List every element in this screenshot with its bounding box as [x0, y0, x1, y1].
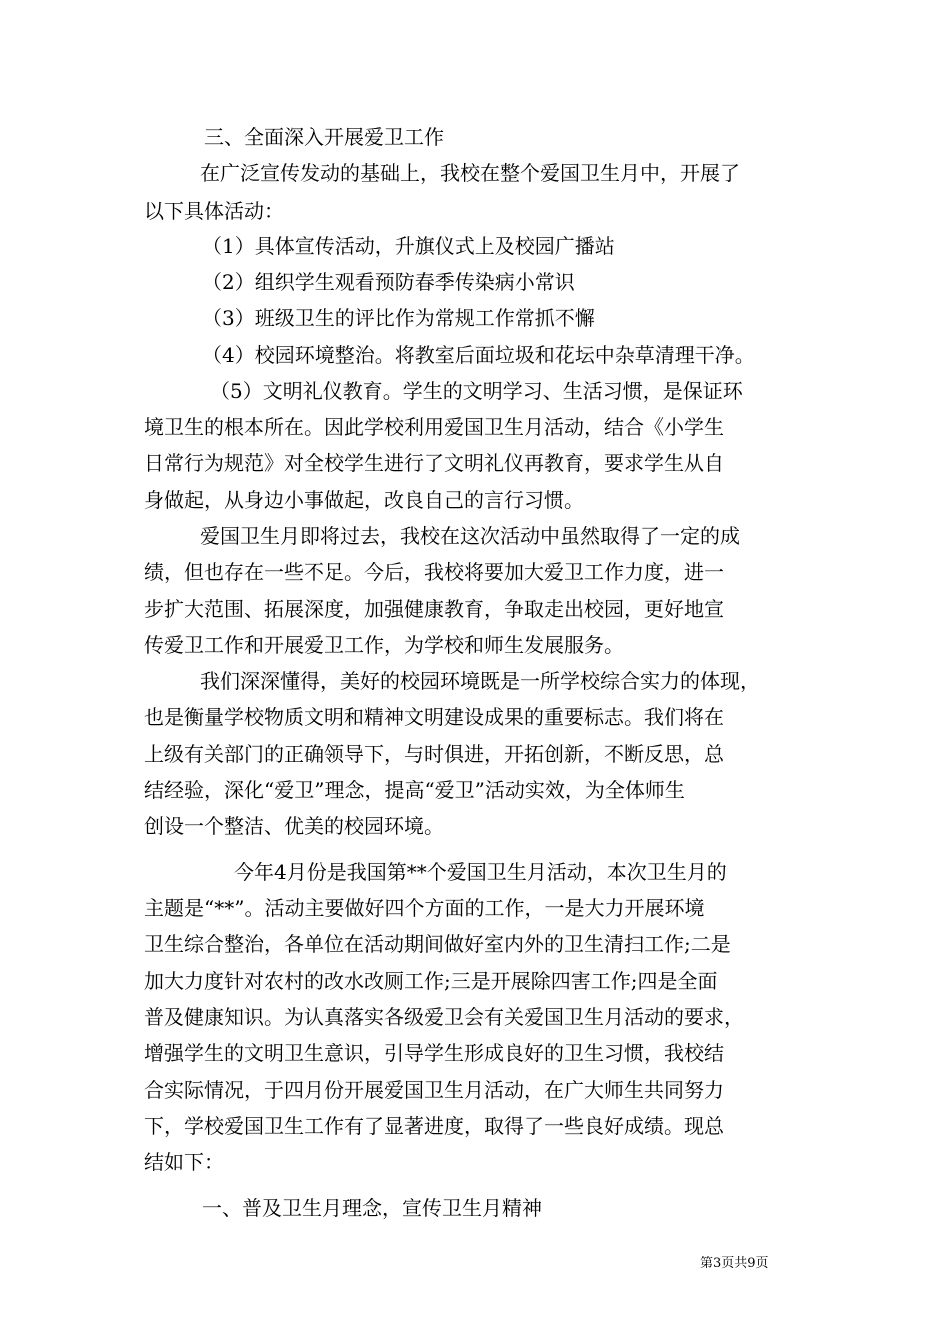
paragraph-line: 今年4月份是我国第**个爱国卫生月活动，本次卫生月的 [234, 860, 727, 884]
paragraph-line: 传爱卫工作和开展爱卫工作，为学校和师生发展服务。 [144, 633, 624, 657]
paragraph-line: 境卫生的根本所在。因此学校利用爱国卫生月活动，结合《小学生 [144, 415, 724, 439]
paragraph-line: 日常行为规范》对全校学生进行了文明礼仪再教育，要求学生从自 [144, 451, 724, 475]
paragraph-line: 结如下： [144, 1150, 224, 1174]
paragraph-line: 普及健康知识。为认真落实各级爱卫会有关爱国卫生月活动的要求， [144, 1005, 744, 1029]
paragraph-line: 下，学校爱国卫生工作有了显著进度，取得了一些良好成绩。现总 [144, 1114, 724, 1138]
paragraph-line: 也是衡量学校物质文明和精神文明建设成果的重要标志。我们将在 [144, 705, 724, 729]
list-item: （5）文明礼仪教育。学生的文明学习、生活习惯，是保证环 [210, 379, 743, 403]
paragraph-line: 我们深深懂得，美好的校园环境既是一所学校综合实力的体现， [200, 669, 760, 693]
paragraph-line: 上级有关部门的正确领导下，与时俱进，开拓创新，不断反思，总 [144, 742, 724, 766]
section-heading-1: 一、普及卫生月理念，宣传卫生月精神 [202, 1196, 542, 1220]
paragraph-line: 在广泛宣传发动的基础上，我校在整个爱国卫生月中，开展了 [200, 161, 740, 185]
paragraph-line: 以下具体活动： [144, 199, 284, 223]
paragraph-line: 绩，但也存在一些不足。今后，我校将要加大爱卫工作力度，进一 [144, 560, 724, 584]
list-item: （1）具体宣传活动，升旗仪式上及校园广播站 [202, 234, 615, 258]
list-item: （4）校园环境整治。将教室后面垃圾和花坛中杂草清理干净。 [202, 343, 755, 367]
paragraph-line: 步扩大范围、拓展深度，加强健康教育，争取走出校园，更好地宣 [144, 597, 724, 621]
paragraph-line: 加大力度针对农村的改水改厕工作;三是开展除四害工作;四是全面 [144, 969, 718, 993]
list-item: （3）班级卫生的评比作为常规工作常抓不懈 [202, 306, 595, 330]
section-heading-3: 三、全面深入开展爱卫工作 [204, 125, 444, 149]
paragraph-line: 主题是“**”。活动主要做好四个方面的工作，一是大力开展环境 [144, 896, 705, 920]
paragraph-line: 爱国卫生月即将过去，我校在这次活动中虽然取得了一定的成 [200, 524, 740, 548]
page-number: 第3页共9页 [700, 1256, 769, 1271]
paragraph-line: 结经验，深化“爱卫”理念，提高“爱卫”活动实效，为全体师生 [144, 778, 685, 802]
paragraph-line: 合实际情况，于四月份开展爱国卫生月活动，在广大师生共同努力 [144, 1078, 724, 1102]
paragraph-line: 增强学生的文明卫生意识，引导学生形成良好的卫生习惯，我校结 [144, 1041, 724, 1065]
paragraph-line: 卫生综合整治，各单位在活动期间做好室内外的卫生清扫工作;二是 [144, 932, 731, 956]
paragraph-line: 身做起，从身边小事做起，改良自己的言行习惯。 [144, 488, 584, 512]
list-item: （2）组织学生观看预防春季传染病小常识 [202, 270, 575, 294]
paragraph-line: 创设一个整洁、优美的校园环境。 [144, 814, 444, 838]
